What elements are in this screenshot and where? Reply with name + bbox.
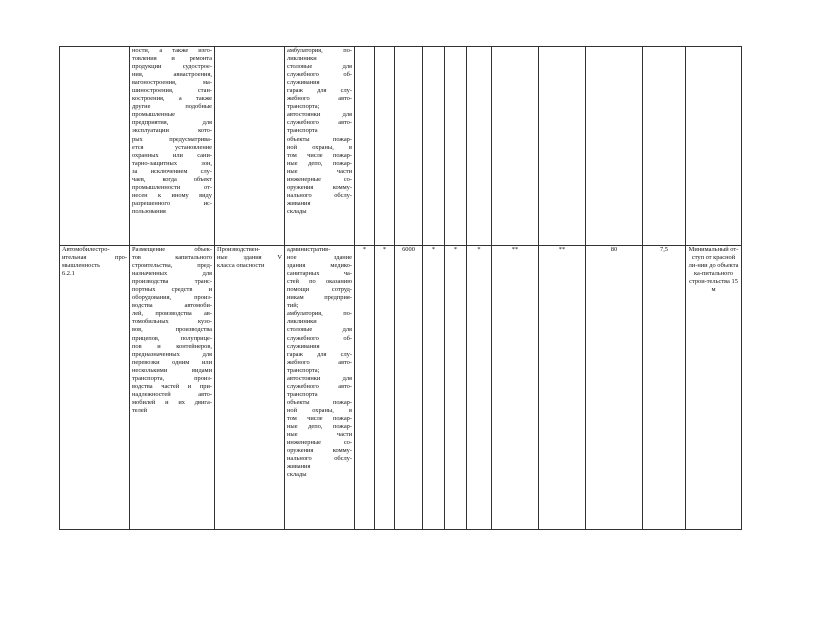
text-line: предприятия, для (132, 119, 212, 127)
text-line: транспорта (287, 390, 318, 398)
text-line: ительная про- (62, 254, 127, 262)
text-line: несен к иному виду (132, 191, 212, 199)
text-line: производства транс- (132, 278, 212, 286)
text-line: водства частей и при- (132, 382, 212, 390)
text-line: товления и ремонта (132, 55, 212, 63)
text-line: несколькими видами (132, 366, 212, 374)
text-line: гараж для слу- (287, 350, 352, 358)
main-use-cell (215, 47, 285, 246)
text-line: оборудования, произ- (132, 294, 212, 302)
text-line: служивания (287, 342, 320, 350)
text-line: ные части (287, 167, 352, 175)
text-line: предназначенных для (132, 350, 212, 358)
text-line: класса опасности (217, 262, 265, 270)
text-line: живания (287, 463, 311, 471)
param-cell (492, 47, 539, 246)
text-line: телей (132, 406, 148, 414)
param-cell: * (423, 246, 445, 530)
param-cell (643, 47, 686, 246)
text-line: эксплуатации кото- (132, 127, 212, 135)
text-line: ступ от красной ли- (688, 254, 736, 270)
text-line: нии до объекта ка- (694, 262, 739, 278)
table-row (60, 47, 742, 246)
param-cell (467, 47, 492, 246)
param-cell (355, 47, 375, 246)
param-cell: * (355, 246, 375, 530)
text-line: амбулатория, по- (287, 310, 352, 318)
text-line: ные здания V (217, 254, 282, 262)
text-line: служебного об- (287, 71, 352, 79)
param-cell: ** (492, 246, 539, 530)
param-cell (375, 47, 395, 246)
text-line: перевозки одним или (132, 358, 212, 366)
text-line: жебного авто- (287, 358, 352, 366)
text-line: транспорта; (287, 103, 320, 111)
param-cell: 80 (586, 246, 643, 530)
text-line: Размещение объек- (132, 246, 212, 253)
param-cell (445, 47, 467, 246)
text-line: помощи сотруд- (287, 286, 352, 294)
text-line: автостоянки для (287, 374, 352, 382)
text-line: ния, авиастроения, (132, 71, 212, 79)
text-line: объекты пожар- (287, 398, 352, 406)
text-line: ной охраны, в (287, 143, 352, 151)
text-line: жебного авто- (287, 95, 352, 103)
text-line: вов, производства (132, 326, 212, 334)
text-line: ное здание (287, 254, 352, 262)
text-line: Производствен- (217, 246, 261, 253)
text-line: лей, производства ав- (132, 310, 212, 318)
text-line: мобилей и их двига- (132, 398, 212, 406)
text-line: портных средств и (132, 286, 212, 294)
text-line: транспорта, произ- (132, 374, 212, 382)
text-line: ликлиники (287, 318, 317, 326)
text-line: пов и контейнеров, (132, 342, 212, 350)
text-line: служивания (287, 79, 320, 87)
text-line: инженерные со- (287, 175, 352, 183)
text-line: нального обслу- (287, 455, 352, 463)
param-cell: 7,5 (643, 246, 686, 530)
param-cell: 6000 (395, 246, 423, 530)
text-line: за исключением слу- (132, 167, 212, 175)
main-use-cell (215, 246, 285, 530)
text-line: ликлиники (287, 55, 317, 63)
text-line: ные части (287, 431, 352, 439)
use-name-cell (60, 47, 130, 246)
param-cell (539, 47, 586, 246)
param-cell (586, 47, 643, 246)
text-line: служебного авто- (287, 382, 352, 390)
text-line: здания медико- (287, 262, 352, 270)
text-line: томобильных кузо- (132, 318, 212, 326)
text-line: вагоностроения, ма- (132, 79, 212, 87)
text-line: чаев, когда объект (132, 175, 212, 183)
text-line: продукции судострое- (132, 63, 212, 71)
text-line: Минимальный от- (688, 246, 739, 253)
text-line: 6.2.1 (62, 270, 75, 278)
text-line: ется установление (132, 143, 212, 151)
text-line: ности, а также изго- (132, 47, 212, 54)
text-line: пользования (132, 207, 166, 215)
text-line: транспорта (287, 127, 318, 135)
text-line: назначенных для (132, 270, 212, 278)
text-line: оружения комму- (287, 183, 352, 191)
text-line: транспорта; (287, 366, 320, 374)
param-cell: ** (539, 246, 586, 530)
text-line: том числе пожар- (287, 151, 352, 159)
text-line: промышленные (132, 111, 175, 119)
use-name-cell (60, 246, 130, 530)
auxiliary-use-cell (285, 47, 355, 246)
text-line: служебного об- (287, 334, 352, 342)
note-cell (686, 246, 742, 530)
text-line: склады (287, 207, 307, 215)
auxiliary-use-cell (285, 246, 355, 530)
text-line: тий; (287, 302, 299, 310)
text-line: водства автомоби- (132, 302, 212, 310)
param-cell (395, 47, 423, 246)
text-line: промышленности от- (132, 183, 212, 191)
use-description-cell (130, 47, 215, 246)
text-line: никам предприя- (287, 294, 352, 302)
text-line: надлежностей авто- (132, 390, 212, 398)
text-line: тов капитального (132, 254, 212, 262)
text-line: костроения, а также (132, 95, 212, 103)
text-line: том числе пожар- (287, 414, 352, 422)
text-line: инженерные со- (287, 439, 352, 447)
text-line: служебного авто- (287, 119, 352, 127)
text-line: другие подобные (132, 103, 212, 111)
text-line: санитарных ча- (287, 270, 352, 278)
land-use-regulations-table (59, 46, 742, 530)
text-line: столовые для (287, 63, 352, 71)
text-line: тарно-защитных зон, (132, 159, 212, 167)
param-cell: * (467, 246, 492, 530)
text-line: ные депо, пожар- (287, 159, 352, 167)
text-line: ные депо, пожар- (287, 423, 352, 431)
text-line: столовые для (287, 326, 352, 334)
text-line: живания (287, 199, 311, 207)
text-line: стей по оказанию (287, 278, 352, 286)
text-line: разрешенного ис- (132, 199, 212, 207)
text-line: ной охраны, в (287, 406, 352, 414)
text-line: оружения комму- (287, 447, 352, 455)
text-line: Автомобилестро- (62, 246, 110, 253)
text-line: тельства 15 м (706, 278, 738, 294)
text-line: охранных или сани- (132, 151, 212, 159)
use-description-cell (130, 246, 215, 530)
table-row (60, 246, 742, 530)
text-line: прицепов, полуприце- (132, 334, 212, 342)
param-cell (423, 47, 445, 246)
text-line: мышленность (62, 262, 101, 270)
note-cell (686, 47, 742, 246)
text-line: административ- (287, 246, 331, 253)
text-line: рых предусматрива- (132, 135, 212, 143)
text-line: нального обслу- (287, 191, 352, 199)
text-line: шиностроения, стан- (132, 87, 212, 95)
text-line: гараж для слу- (287, 87, 352, 95)
text-line: объекты пожар- (287, 135, 352, 143)
text-line: автостоянки для (287, 111, 352, 119)
param-cell: * (375, 246, 395, 530)
param-cell: * (445, 246, 467, 530)
text-line: склады (287, 471, 307, 479)
text-line: амбулатория, по- (287, 47, 352, 54)
text-line: питального строи- (689, 270, 733, 286)
text-line: строительства, пред- (132, 262, 212, 270)
